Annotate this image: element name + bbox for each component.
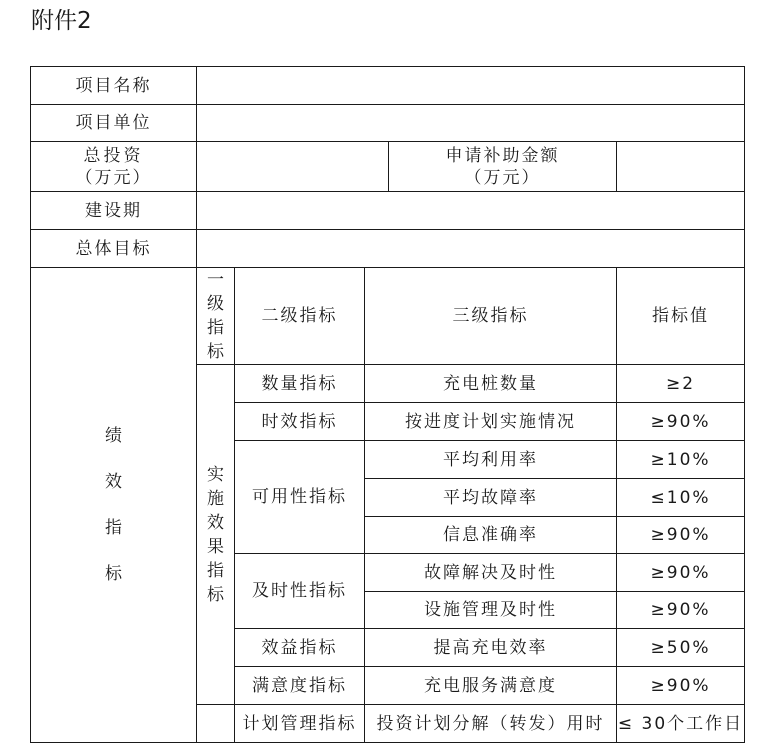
project-name-label: 项目名称 — [31, 67, 197, 105]
value-cell: ≥90% — [617, 517, 745, 554]
level3-cell: 平均故障率 — [365, 479, 617, 517]
total-investment-cell — [31, 142, 197, 192]
total-investment-unit: （万元） — [75, 167, 152, 188]
value-cell: ≥50% — [617, 629, 745, 667]
project-unit-label: 项目单位 — [31, 105, 197, 142]
level2-cell: 数量指标 — [235, 365, 365, 403]
row-project-name — [31, 67, 745, 105]
level1-effect-cell — [197, 365, 235, 705]
level2-cell: 时效指标 — [235, 403, 365, 441]
overall-goal-label: 总体目标 — [31, 230, 197, 268]
row-construction-period — [31, 192, 745, 230]
attachment-title: 附件2 — [31, 8, 92, 34]
performance-indicators-cell — [31, 268, 197, 743]
level3-cell: 信息准确率 — [365, 517, 617, 554]
row-investment — [31, 142, 745, 192]
indicator-header-row — [31, 268, 745, 365]
level1-effect-label: 实施效果指标 — [207, 464, 224, 605]
level2-cell: 可用性指标 — [235, 441, 365, 554]
level2-cell: 效益指标 — [235, 629, 365, 667]
project-unit-value — [197, 105, 745, 142]
subsidy-cell — [389, 142, 617, 192]
subsidy-value — [617, 142, 745, 192]
level3-cell: 平均利用率 — [365, 441, 617, 479]
level1-empty-cell — [197, 705, 235, 743]
level3-cell: 投资计划分解（转发）用时 — [365, 705, 617, 743]
level1-header: 一级指标 — [207, 270, 224, 362]
value-cell: ≥90% — [617, 554, 745, 592]
level3-cell: 充电服务满意度 — [365, 667, 617, 705]
level2-header: 二级指标 — [235, 268, 365, 365]
level3-cell: 故障解决及时性 — [365, 554, 617, 592]
level2-cell: 满意度指标 — [235, 667, 365, 705]
subsidy-label: 申请补助金额 — [445, 145, 560, 166]
value-cell: ≥10% — [617, 441, 745, 479]
total-investment-value — [197, 142, 389, 192]
project-name-value — [197, 67, 745, 105]
row-project-unit — [31, 105, 745, 142]
level3-cell: 设施管理及时性 — [365, 592, 617, 629]
construction-period-label: 建设期 — [31, 192, 197, 230]
value-header: 指标值 — [617, 268, 745, 365]
level2-cell: 计划管理指标 — [235, 705, 365, 743]
level3-cell: 充电桩数量 — [365, 365, 617, 403]
level2-cell: 及时性指标 — [235, 554, 365, 629]
level3-cell: 提高充电效率 — [365, 629, 617, 667]
value-cell: ≤ 30个工作日 — [617, 705, 745, 743]
level3-cell: 按进度计划实施情况 — [365, 403, 617, 441]
value-cell: ≥90% — [617, 403, 745, 441]
row-overall-goal — [31, 230, 745, 268]
level3-header: 三级指标 — [365, 268, 617, 365]
overall-goal-value — [197, 230, 745, 268]
performance-form-table — [30, 66, 745, 743]
value-cell: ≥2 — [617, 365, 745, 403]
value-cell: ≥90% — [617, 667, 745, 705]
performance-indicators-label: 绩效指标 — [105, 426, 122, 584]
construction-period-value — [197, 192, 745, 230]
subsidy-unit: （万元） — [464, 167, 541, 188]
total-investment-label: 总投资 — [83, 145, 144, 166]
level1-header-cell — [197, 268, 235, 365]
value-cell: ≥90% — [617, 592, 745, 629]
value-cell: ≤10% — [617, 479, 745, 517]
